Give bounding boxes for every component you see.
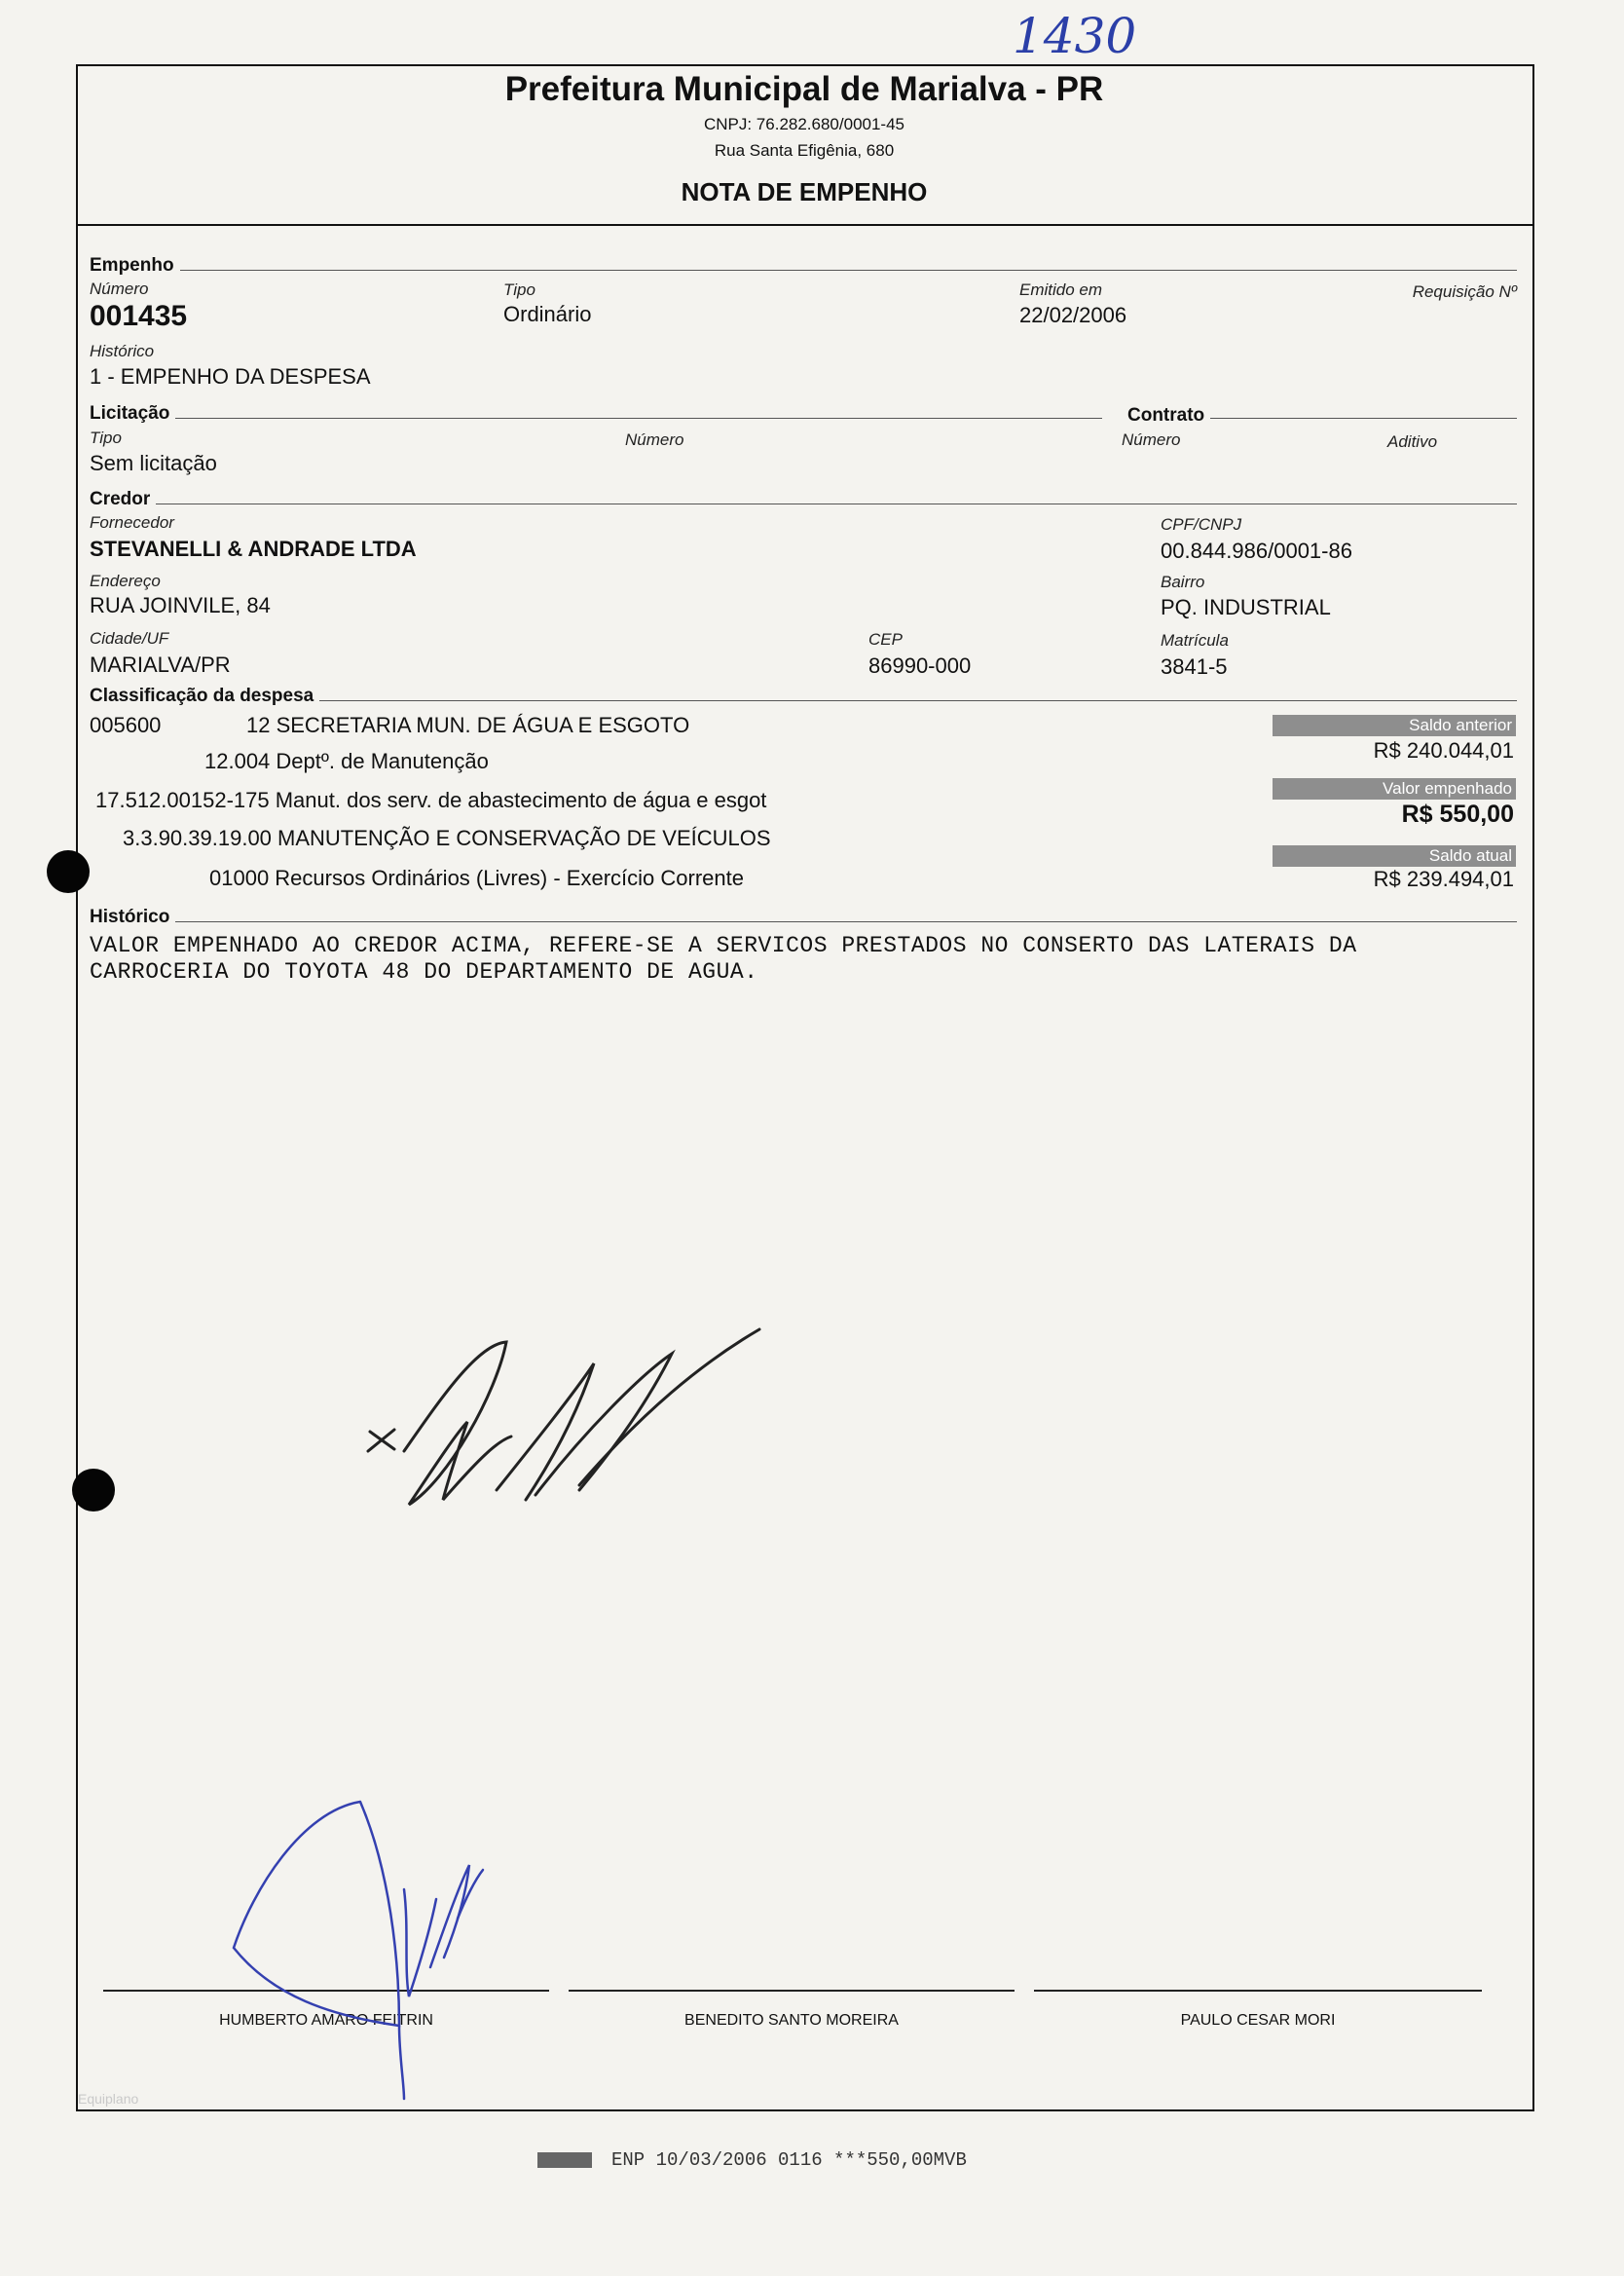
fornecedor-label: Fornecedor [90, 513, 174, 532]
signature-line-2 [569, 1990, 1015, 1992]
header-divider [76, 224, 1532, 226]
signatory-3: PAULO CESAR MORI [1180, 2012, 1336, 2029]
empenho-section-label: Empenho [90, 255, 180, 277]
licitacao-rule [90, 418, 1102, 419]
punch-hole-top [47, 850, 90, 893]
tipo-value: Ordinário [503, 302, 592, 326]
licitacao-section-label: Licitação [90, 403, 175, 425]
historico-label: Histórico [90, 342, 155, 360]
saldo-anterior-value: R$ 240.044,01 [1373, 738, 1514, 763]
contrato-numero-label: Número [1122, 430, 1181, 449]
signatory-1: HUMBERTO AMARO FEITRIN [219, 2012, 433, 2029]
classificacao-code: 005600 [90, 713, 162, 737]
fornecedor-value: STEVANELLI & ANDRADE LTDA [90, 537, 417, 561]
punch-hole-bottom [72, 1469, 115, 1511]
stamp-text: ENP 10/03/2006 0116 ***550,00MVB [611, 2149, 967, 2171]
blue-signature [214, 1772, 506, 2104]
emitido-value: 22/02/2006 [1019, 303, 1127, 327]
matricula-value: 3841-5 [1161, 654, 1228, 679]
licitacao-numero-label: Número [625, 430, 684, 449]
validation-stamp [537, 2149, 967, 2171]
handwritten-page-number: 1430 [1013, 8, 1137, 64]
classificacao-line-1: 12 SECRETARIA MUN. DE ÁGUA E ESGOTO [246, 713, 690, 737]
classificacao-line-4: 3.3.90.39.19.00 MANUTENÇÃO E CONSERVAÇÃO DE VEÍCULOS [123, 826, 771, 850]
equiplano-brand: Equiplano [78, 2091, 139, 2107]
signature-line-3 [1034, 1990, 1482, 1992]
matricula-label: Matrícula [1161, 631, 1229, 650]
credor-section-label: Credor [90, 489, 156, 510]
signatory-2: BENEDITO SANTO MOREIRA [684, 2012, 899, 2029]
classificacao-section-label: Classificação da despesa [90, 686, 319, 707]
endereco-label: Endereço [90, 572, 161, 590]
emitido-label: Emitido em [1019, 280, 1103, 299]
saldo-anterior-label: Saldo anterior [1273, 715, 1516, 736]
licitacao-tipo-label: Tipo [90, 429, 122, 447]
empenho-rule [90, 270, 1517, 271]
cidade-value: MARIALVA/PR [90, 653, 231, 677]
contrato-section-label: Contrato [1122, 405, 1210, 427]
cidade-label: Cidade/UF [90, 629, 169, 648]
classificacao-line-2: 12.004 Deptº. de Manutenção [204, 749, 489, 773]
endereco-value: RUA JOINVILE, 84 [90, 593, 271, 617]
cpf-value: 00.844.986/0001-86 [1161, 539, 1352, 563]
licitacao-tipo-value: Sem licitação [90, 451, 217, 475]
saldo-atual-label: Saldo atual [1273, 845, 1516, 867]
bairro-value: PQ. INDUSTRIAL [1161, 595, 1331, 619]
document-title: NOTA DE EMPENHO [681, 177, 928, 206]
cep-label: CEP [868, 630, 903, 649]
bairro-label: Bairro [1161, 573, 1205, 591]
address-text: Rua Santa Efigênia, 680 [714, 141, 895, 160]
historico-value: 1 - EMPENHO DA DESPESA [90, 364, 371, 389]
saldo-atual-value: R$ 239.494,01 [1373, 867, 1514, 891]
tipo-label: Tipo [503, 280, 535, 299]
contrato-aditivo-label: Aditivo [1387, 432, 1438, 451]
stamp-logo-icon [537, 2152, 592, 2168]
historico-rule [90, 921, 1517, 922]
cep-value: 86990-000 [868, 653, 972, 678]
valor-empenhado-value: R$ 550,00 [1401, 801, 1514, 828]
handwritten-signature [351, 1305, 798, 1539]
requisicao-label: Requisição Nº [1412, 282, 1517, 301]
empenho-number: 001435 [90, 300, 188, 332]
page-title: Prefeitura Municipal de Marialva - PR [504, 70, 1104, 108]
historico-section-label: Histórico [90, 907, 175, 928]
historico-text-line-2: CARROCERIA DO TOYOTA 48 DO DEPARTAMENTO DE AGUA. [90, 959, 758, 985]
cnpj-text: CNPJ: 76.282.680/0001-45 [703, 115, 905, 133]
numero-label: Número [90, 280, 149, 298]
classificacao-line-3: 17.512.00152-175 Manut. dos serv. de abastecimento de água e esgot [95, 788, 767, 812]
cpf-label: CPF/CNPJ [1161, 515, 1242, 534]
valor-empenhado-label: Valor empenhado [1273, 778, 1516, 800]
classificacao-line-5: 01000 Recursos Ordinários (Livres) - Exercício Corrente [209, 866, 744, 890]
historico-text-line-1: VALOR EMPENHADO AO CREDOR ACIMA, REFERE-SE A SERVICOS PRESTADOS NO CONSERTO DAS LATERAIS DA [90, 933, 1357, 958]
